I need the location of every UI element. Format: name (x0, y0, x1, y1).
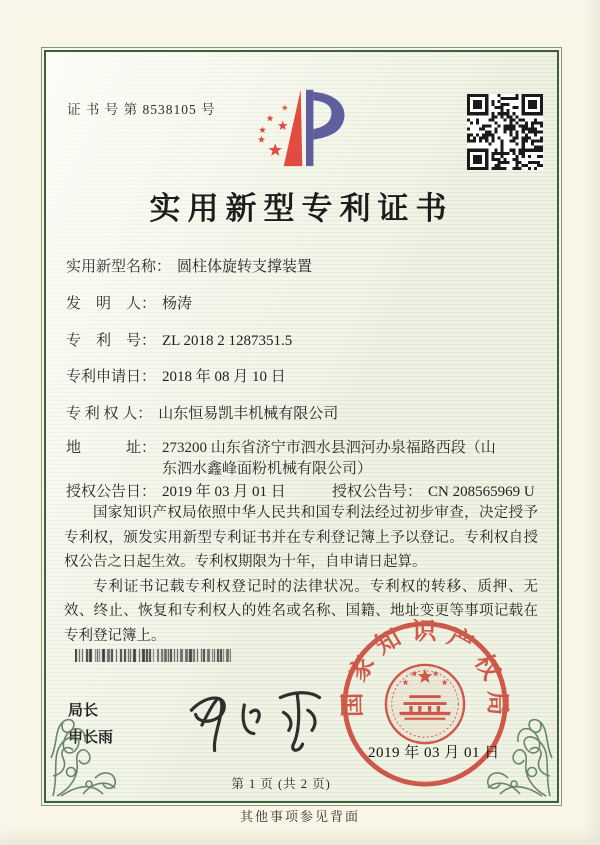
field-label: 专 利 权 人： (66, 406, 153, 422)
field-value: ZL 2018 2 1287351.5 (162, 333, 293, 349)
certificate-border (44, 50, 559, 803)
qr-code (467, 94, 543, 170)
corner-ornament-icon (49, 680, 141, 798)
back-note: 其他事项参见背面 (239, 809, 360, 824)
legal-paragraph-2: 专利证书记载专利权登记时的法律状况。专利权的转移、质押、无效、终止、恢复和专利权人的姓名或名称、国籍、地址变更等事项记载在专利登记簿上。 (64, 578, 538, 644)
field-value: 2018 年 08 月 10 日 (162, 369, 286, 385)
field-value: CN 208565969 U (428, 484, 535, 500)
field-label: 专 利 号： (66, 333, 157, 349)
field-value: 2019 年 03 月 01 日 (162, 484, 286, 500)
field-row-filing-date (66, 367, 544, 388)
field-row-patentee (66, 404, 544, 425)
officer-title: 局长 (68, 702, 99, 719)
field-label: 授权公告日： (66, 484, 157, 500)
field-label: 专利申请日： (66, 369, 157, 385)
certificate-title: 实用新型专利证书 (149, 191, 454, 226)
field-row-inventor (66, 294, 544, 315)
barcode (75, 649, 231, 662)
field-value: 杨涛 (162, 296, 193, 312)
seal-date: 2019 年 03 月 01 日 (368, 745, 500, 761)
field-row-name (66, 257, 544, 278)
field-row-grant (66, 482, 544, 503)
page-number: 第 1 页 (共 2 页) (231, 777, 331, 791)
field-row-address (66, 438, 544, 480)
cnipa-patent-logo-icon (253, 76, 359, 182)
seal-text: 国家知识产权局 (339, 618, 511, 718)
field-grant-number (332, 482, 535, 503)
field-label: 发 明 人： (66, 296, 157, 312)
national-emblem-icon (386, 665, 464, 743)
field-row-patent-number (66, 331, 544, 352)
field-value: 圆柱体旋转支撑装置 (177, 259, 313, 275)
officer-name: 申长雨 (68, 729, 114, 746)
certificate-number: 证 书 号 第 8538105 号 (67, 102, 216, 117)
field-value: 山东恒易凯丰机械有限公司 (158, 406, 339, 422)
field-label: 授权公告号： (332, 484, 423, 500)
signature-handwriting (177, 670, 337, 760)
legal-paragraph-1: 国家知识产权局依照中华人民共和国专利法经过初步审查，决定授予专利权，颁发实用新型专利证书并在专利登记簿上予以登记。专利权自授权公告之日起生效。专利权期限为十年，自申请日起算。 (64, 505, 538, 570)
field-label: 实用新型名称： (66, 259, 172, 275)
field-label: 地 址： (66, 440, 157, 456)
corner-ornament-icon (462, 680, 554, 798)
field-value: 273200 山东省济宁市泗水县泗河办泉福路西段（山东泗水鑫峰面粉机械有限公司） (162, 440, 496, 477)
